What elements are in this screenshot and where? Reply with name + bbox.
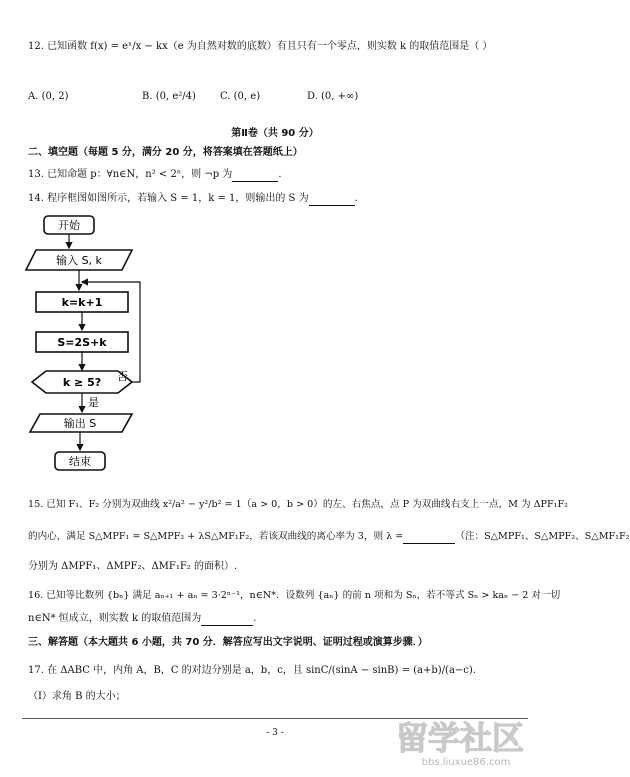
q16-line2 [28,612,256,626]
fill-in-section-heading: 二、填空题（每题 5 分，满分 20 分，将答案填在答题纸上） [28,147,303,158]
q15-line2 [28,530,630,544]
q17-line1: 17. 在 ΔABC 中，内角 A，B，C 的对边分别是 a，b，c，且 sinC/(sinA − sinB) = (a+b)/(a−c). [28,665,476,676]
flowchart-output-label: 输出 S [63,417,97,430]
solution-section-heading: 三、解答题（本大题共 6 小题，共 70 分．解答应写出文字说明、证明过程或演算步骤．） [28,637,428,648]
q14-text: 14. 程序框图如图所示，若输入 S = 1，k = 1，则输出的 S 为 [28,193,309,204]
watermark-url: bbs.liuxue86.com [421,757,511,768]
flowchart-start-label: 开始 [58,219,80,232]
q12-option-d: D. (0, +∞) [307,91,359,102]
q14-answer-blank [309,195,355,206]
q16-line2-text: n∈N* 恒成立，则实数 k 的取值范围为 [28,613,202,624]
q17-part1: （Ⅰ）求角 B 的大小； [28,691,126,702]
flowchart-input-label: 输入 S, k [56,254,102,267]
watermark-logo [380,715,540,769]
q16-line1: 16. 已知等比数列 {bₙ} 满足 aₙ₊₁ + aₙ = 3·2ⁿ⁻¹，n∈N*．设数列 {aₙ} 的前 n 项和为 Sₙ，若不等式 Sₙ > kaₙ − 2 对一切 [28,590,561,601]
flowchart [22,210,202,480]
q12-option-b: B. (0, e²/4) [142,91,196,102]
q15-line2-text: 的内心，满足 S△MPF₁ = S△MPF₂ + λS△MF₁F₂，若该双曲线的离心率为 3，则 λ = [28,531,404,542]
flowchart-no-label: 否 [117,370,128,383]
q15-note: （注：S△MPF₁、S△MPF₂、S△MF₁F₂ [455,531,630,542]
q12-option-a: A. (0, 2) [28,91,69,102]
watermark-text: 留学社区 [395,719,525,757]
q14-end: . [354,193,358,204]
page-number: - 3 - [266,728,284,738]
q13-end: . [278,169,282,180]
q16-answer-blank [201,615,253,626]
q15-line3: 分别为 ΔMPF₁、ΔMPF₂、ΔMF₁F₂ 的面积）. [28,561,238,572]
q15-answer-blank [403,533,455,544]
part2-title: 第Ⅱ卷（共 90 分） [231,128,319,139]
flowchart-step-s-label: S=2S+k [57,336,107,349]
flowchart-end-label: 结束 [69,455,91,468]
q14 [28,192,358,206]
flowchart-yes-label: 是 [88,396,99,409]
flowchart-step-k-label: k=k+1 [61,296,103,309]
q13-answer-blank [232,171,278,182]
q16-end: . [253,613,257,624]
flowchart-decision-label: k ≥ 5? [62,376,102,389]
q12-stem: 12. 已知函数 f(x) = eˣ/x − kx（e 为自然对数的底数）有且只有一个零点，则实数 k 的取值范围是（ ） [28,41,493,52]
q13 [28,168,282,182]
watermark-graphic [380,715,540,769]
q13-text: 13. 已知命题 p：∀n∈N，n² < 2ⁿ，则 ¬p 为 [28,169,233,180]
q15-line1: 15. 已知 F₁、F₂ 分别为双曲线 x²/a² − y²/b² = 1（a > 0，b > 0）的左、右焦点，点 P 为双曲线右支上一点，M 为 ΔPF₁F₂ [28,499,568,510]
q12-option-c: C. (0, e) [220,91,261,102]
